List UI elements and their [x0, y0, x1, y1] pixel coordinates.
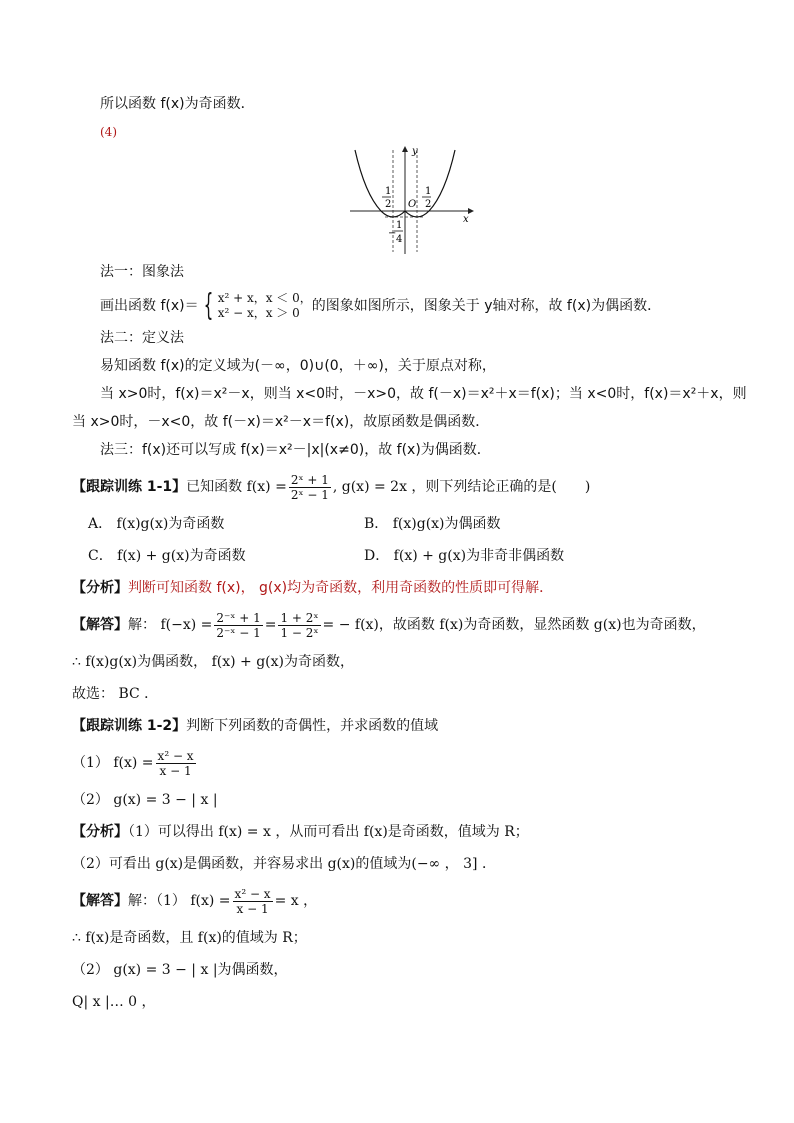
text-line: 所以函数 f(x)为奇函数．: [100, 96, 255, 112]
fraction: [214, 611, 262, 640]
solution-2: [72, 882, 317, 920]
fraction: [156, 749, 196, 778]
analysis-2: [72, 822, 529, 842]
tick-neg-half-den: 2: [385, 199, 392, 210]
method-one-text: [100, 290, 661, 322]
method-one-pre: 画出函数 f(x)＝: [100, 298, 199, 314]
question-1-a: （1） f(x) =: [72, 755, 154, 771]
exercise-1-1: [72, 468, 590, 506]
x-axis-label: x: [463, 214, 469, 225]
solution-2-a: 解：（1） f(x) =: [128, 893, 231, 909]
method-two-line-3: 当 x>0时，－x<0，故 f(－x)＝x²－x＝f(x)，故原函数是偶函数．: [72, 414, 490, 430]
tick-quarter-num: 1: [396, 220, 403, 231]
numerator: x² − x: [157, 748, 194, 763]
method-one-post: 的图象如图所示，图象关于 y轴对称，故 f(x)为偶函数．: [311, 298, 662, 314]
solution-2-line-3: （2） g(x) = 3 − | x |为偶函数，: [72, 962, 288, 978]
option-c: C． f(x) + g(x)为奇函数: [88, 548, 246, 564]
exercise-1-2: [72, 716, 438, 736]
solution-2-line-4: Q| x |… 0 ，: [72, 994, 156, 1010]
tick-half-num: 1: [425, 186, 432, 197]
method-one-title: 法一：图象法: [100, 264, 184, 280]
fraction: [289, 473, 331, 502]
tick-quarter-den: 4: [396, 234, 403, 245]
method-two-line-2: 当 x>0时，f(x)＝x²－x，则当 x<0时，－x>0，故 f(－x)＝x²＋x＝f(x)；当 x<0时，f(x)＝x²＋x，则: [100, 386, 747, 402]
numerator: x² − x: [234, 886, 271, 901]
exercise-tag: 【跟踪训练 1-1】: [72, 479, 187, 495]
option-a: A． f(x)g(x)为奇函数: [88, 516, 225, 532]
solution-line-2: ∴ f(x)g(x)为偶函数， f(x) + g(x)为奇函数，: [72, 654, 355, 670]
analysis-tag: 【分析】: [72, 824, 128, 840]
solution-tag: 【解答】: [72, 617, 128, 633]
question-2: （2） g(x) = 3 − | x |: [72, 792, 218, 808]
left-brace: {: [203, 288, 213, 323]
exercise-tag: 【跟踪训练 1-2】: [72, 718, 187, 734]
solution-line-3: 故选： BC ．: [72, 686, 159, 702]
analysis-line-b: （2）可看出 g(x)是偶函数，并容易求出 g(x)的值域为(−∞ ， 3] ．: [72, 856, 496, 872]
question-1: [72, 744, 198, 782]
numerator: 2⁻ˣ + 1: [216, 610, 261, 625]
denominator: x − 1: [159, 763, 192, 778]
analysis-tag: 【分析】: [72, 580, 128, 596]
method-two-line-1: 易知函数 f(x)的定义域为(－∞，0)∪(0，＋∞)，关于原点对称，: [100, 358, 496, 374]
denominator: 2⁻ˣ − 1: [216, 625, 261, 640]
solution-tag: 【解答】: [72, 893, 128, 909]
method-three: 法三：f(x)还可以写成 f(x)＝x²－|x|(x≠0)，故 f(x)为偶函数．: [100, 442, 491, 458]
equals: =: [264, 617, 277, 633]
numerator: 1 + 2ˣ: [280, 610, 319, 625]
solution-1: [72, 606, 706, 644]
analysis-line-a: （1）可以得出 f(x) = x ，从而可看出 f(x)是奇函数，值域为 R；: [128, 824, 529, 840]
analysis-1: [72, 578, 553, 598]
solution-a: 解： f(−x) =: [128, 617, 213, 633]
solution-b: = − f(x)，故函数 f(x)为奇函数，显然函数 g(x)也为奇函数，: [322, 617, 706, 633]
exercise-stem-b: , g(x) = 2x ，则下列结论正确的是( ): [332, 479, 591, 495]
tick-neg-half-num: 1: [385, 186, 392, 197]
solution-2-line-2: ∴ f(x)是奇函数，且 f(x)的值域为 R；: [72, 930, 307, 946]
solution-2-b: = x ，: [274, 893, 318, 909]
function-graph: [345, 142, 475, 257]
part-number: (4): [100, 125, 117, 139]
fraction: [278, 611, 320, 640]
method-two-title: 法二：定义法: [100, 330, 184, 346]
denominator: 1 − 2ˣ: [280, 625, 319, 640]
option-b: B． f(x)g(x)为偶函数: [364, 516, 501, 532]
analysis-text: 判断可知函数 f(x)， g(x)均为奇函数，利用奇函数的性质即可得解．: [128, 580, 554, 596]
piecewise-cases: [218, 291, 312, 321]
origin-label: O: [408, 199, 417, 210]
tick-quarter-sign: −: [388, 228, 397, 239]
exercise-stem-a: 已知函数 f(x) =: [186, 479, 287, 495]
denominator: x − 1: [236, 901, 269, 916]
denominator: 2ˣ − 1: [290, 487, 329, 502]
exercise-stem: 判断下列函数的奇偶性，并求函数的值域: [186, 718, 439, 734]
option-d: D． f(x) + g(x)为非奇非偶函数: [364, 548, 565, 564]
tick-half-den: 2: [425, 199, 432, 210]
case-2: x² − x，x ＞ 0: [217, 306, 300, 320]
fraction: [233, 887, 273, 916]
y-axis-label: y: [412, 146, 418, 157]
numerator: 2ˣ + 1: [290, 472, 329, 487]
case-1: x² + x，x ＜ 0，: [217, 291, 312, 305]
